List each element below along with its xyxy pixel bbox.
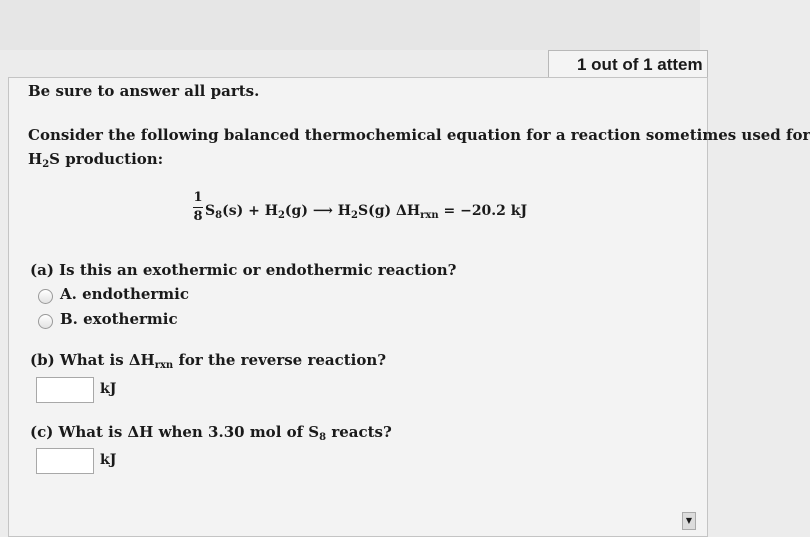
part-a-prompt: (a) Is this an exothermic or endothermic reaction? <box>30 261 457 279</box>
reverse-enthalpy-input[interactable] <box>36 377 94 403</box>
question-intro: Consider the following balanced thermochemical equation for a reaction sometimes used for <box>28 126 810 144</box>
chevron-down-icon: ▼ <box>685 516 693 525</box>
option-a-radio[interactable] <box>38 289 53 304</box>
fraction-numerator: 1 <box>193 190 203 205</box>
fraction-denominator: 8 <box>193 209 203 224</box>
question-panel <box>8 77 708 537</box>
equation-body: $S_8(s) + H_2(g)$ ⟶ $H_2S(g) \Delta H_{rxn} = -20.2$ kJ <box>205 203 528 221</box>
instructions-text: Be sure to answer all parts. <box>28 82 260 100</box>
option-a-label[interactable]: A. endothermic <box>60 285 190 303</box>
enthalpy-amount-input[interactable] <box>36 448 94 474</box>
option-b-label[interactable]: B. exothermic <box>60 310 178 328</box>
part-c-unit: kJ <box>100 452 117 468</box>
fraction-bar <box>193 207 203 208</box>
top-bar <box>0 0 700 50</box>
part-b-prompt: (b) What is $\Delta H_{rxn}$ for the reverse reaction? <box>30 351 387 371</box>
scroll-down-button[interactable] <box>682 512 696 530</box>
attempt-counter: 1 out of 1 attem <box>548 50 708 78</box>
option-b-radio[interactable] <box>38 314 53 329</box>
question-intro-line2: $H_2S$ production: <box>28 150 164 170</box>
part-c-prompt: (c) What is ΔH when 3.30 mol of $S_8$ reacts? <box>30 423 392 443</box>
part-b-unit: kJ <box>100 381 117 397</box>
